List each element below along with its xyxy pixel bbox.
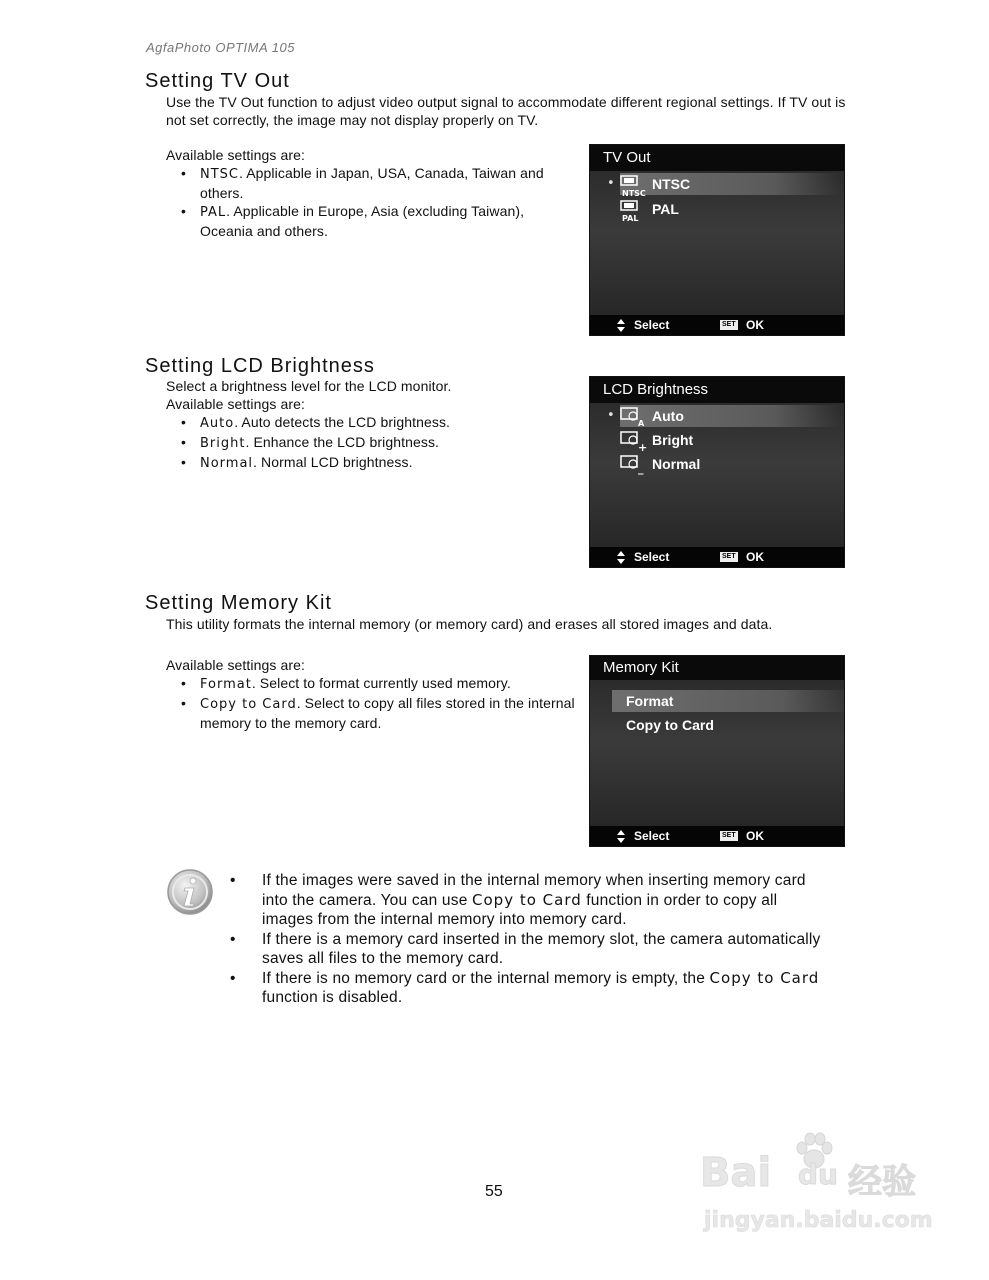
setting-term: Copy to Card — [200, 697, 297, 712]
screen-footer — [590, 826, 844, 846]
note-item — [230, 930, 830, 969]
watermark-text: du — [798, 1158, 838, 1191]
list-item — [166, 674, 578, 694]
setting-term: Bright — [200, 436, 246, 451]
option-label: PAL — [652, 201, 679, 217]
memory-settings — [166, 656, 578, 732]
menu-option-copy-to-card[interactable]: Copy to Card — [626, 717, 714, 733]
screen-title: TV Out — [590, 145, 844, 171]
set-badge: SET — [722, 832, 736, 839]
memory-settings-list — [166, 674, 578, 732]
screen-footer — [590, 315, 844, 335]
setting-desc: . Select to copy all files stored in the internal memory to the memory card. — [200, 695, 575, 731]
icon-sub-label: PAL — [622, 214, 639, 223]
note-text: If the images were saved in the internal memory when inserting memory card into the camera. You can use — [262, 872, 806, 909]
setting-desc: . Applicable in Europe, Asia (excluding Taiwan), Oceania and others. — [200, 203, 525, 239]
setting-desc: . Select to format currently used memory. — [251, 675, 511, 691]
menu-option-pal[interactable] — [620, 198, 840, 223]
lcd-auto-icon — [620, 407, 646, 428]
memory-heading: Setting Memory Kit — [145, 592, 332, 614]
menu-option-bright[interactable] — [620, 429, 840, 454]
setting-desc: . Normal LCD brightness. — [253, 454, 413, 470]
lcd-bright-icon — [620, 431, 648, 454]
tv-out-settings-list — [166, 164, 566, 240]
watermark-text: Bai — [700, 1150, 772, 1196]
note-term: Copy to Card — [472, 890, 582, 909]
list-item — [166, 433, 566, 453]
icon-sub-label: _ — [638, 462, 644, 475]
note-text: If there is no memory card or the internal memory is empty, the — [262, 969, 710, 987]
memory-intro — [166, 615, 866, 633]
note-item — [230, 969, 830, 1008]
icon-sub-label: NTSC — [622, 189, 646, 198]
setting-term: Format — [200, 677, 252, 692]
info-icon — [166, 868, 214, 916]
lcd-settings-list — [166, 413, 566, 473]
tv-out-intro — [166, 93, 850, 129]
set-badge: SET — [722, 321, 736, 328]
selected-dot-icon: • — [607, 408, 615, 423]
updown-arrow-icon — [616, 316, 626, 334]
menu-option-auto[interactable] — [620, 405, 840, 427]
tv-out-available-label: Available settings are: — [166, 147, 306, 163]
screen-title: LCD Brightness — [590, 377, 844, 403]
footer-ok: OK — [746, 550, 764, 564]
note-item — [230, 871, 830, 930]
list-item — [166, 413, 566, 433]
screen-footer — [590, 547, 844, 567]
footer-select: Select — [634, 550, 670, 564]
setting-desc: . Applicable in Japan, USA, Canada, Taiwan and others. — [200, 165, 544, 201]
tv-out-intro-text: Use the TV Out function to adjust video output signal to accommodate different regional settings. If TV out is not set correctly, the image may not display properly on TV. — [166, 94, 846, 128]
notes-block — [230, 871, 830, 1008]
set-badge: SET — [722, 553, 736, 560]
updown-arrow-icon — [616, 827, 626, 845]
note-text: function in order to copy all images from the internal memory into memory card. — [262, 891, 778, 928]
note-term: Copy to Card — [709, 968, 820, 987]
page-number: 55 — [485, 1183, 503, 1200]
list-item — [166, 694, 578, 732]
footer-select: Select — [634, 318, 670, 332]
setting-term: Normal — [200, 456, 254, 471]
setting-term: NTSC — [200, 167, 239, 182]
setting-desc: . Auto detects the LCD brightness. — [234, 414, 451, 430]
option-label: Bright — [652, 432, 694, 448]
footer-ok: OK — [746, 318, 764, 332]
setting-desc: . Enhance the LCD brightness. — [245, 434, 440, 450]
selected-dot-icon: • — [607, 176, 615, 191]
baidu-watermark-logo — [698, 1132, 938, 1242]
lcd-screen — [589, 376, 845, 568]
tv-out-settings — [166, 146, 566, 240]
list-item — [166, 453, 566, 473]
list-item — [166, 164, 566, 202]
footer-select: Select — [634, 829, 670, 843]
menu-option-format[interactable]: Format — [612, 690, 845, 712]
lcd-heading: Setting LCD Brightness — [145, 355, 375, 377]
tv-out-screen — [589, 144, 845, 336]
tv-out-heading: Setting TV Out — [145, 70, 290, 92]
watermark-text: 经验 — [848, 1162, 916, 1202]
notes-list — [230, 871, 830, 1008]
note-text: If there is a memory card inserted in the memory slot, the camera automatically saves all files to the memory card. — [262, 930, 821, 967]
watermark-url: jingyan.baidu.com — [704, 1208, 933, 1233]
menu-option-normal[interactable] — [620, 453, 840, 475]
lcd-available-label: Available settings are: — [166, 396, 306, 412]
tv-pal-icon — [620, 200, 646, 223]
list-item — [166, 202, 566, 240]
lcd-intro: Select a brightness level for the LCD monitor. — [166, 378, 452, 394]
lcd-normal-icon — [620, 455, 646, 473]
option-label: NTSC — [652, 176, 691, 192]
option-label: Normal — [652, 456, 701, 472]
option-label: Auto — [652, 408, 684, 424]
footer-ok: OK — [746, 829, 764, 843]
document-header: AgfaPhoto OPTIMA 105 — [146, 40, 295, 55]
note-text: function is disabled. — [262, 989, 403, 1006]
memory-screen — [589, 655, 845, 847]
icon-sub-label: + — [638, 441, 648, 454]
updown-arrow-icon — [616, 548, 626, 566]
tv-ntsc-icon — [620, 175, 646, 198]
lcd-settings — [166, 377, 566, 473]
setting-term: PAL — [200, 205, 227, 220]
memory-intro-text: This utility formats the internal memory (or memory card) and erases all stored images and data. — [166, 616, 773, 632]
icon-sub-label: A — [638, 419, 645, 428]
setting-term: Auto — [200, 416, 235, 431]
memory-available-label: Available settings are: — [166, 657, 306, 673]
screen-title: Memory Kit — [590, 656, 844, 680]
menu-option-ntsc[interactable] — [620, 173, 840, 198]
